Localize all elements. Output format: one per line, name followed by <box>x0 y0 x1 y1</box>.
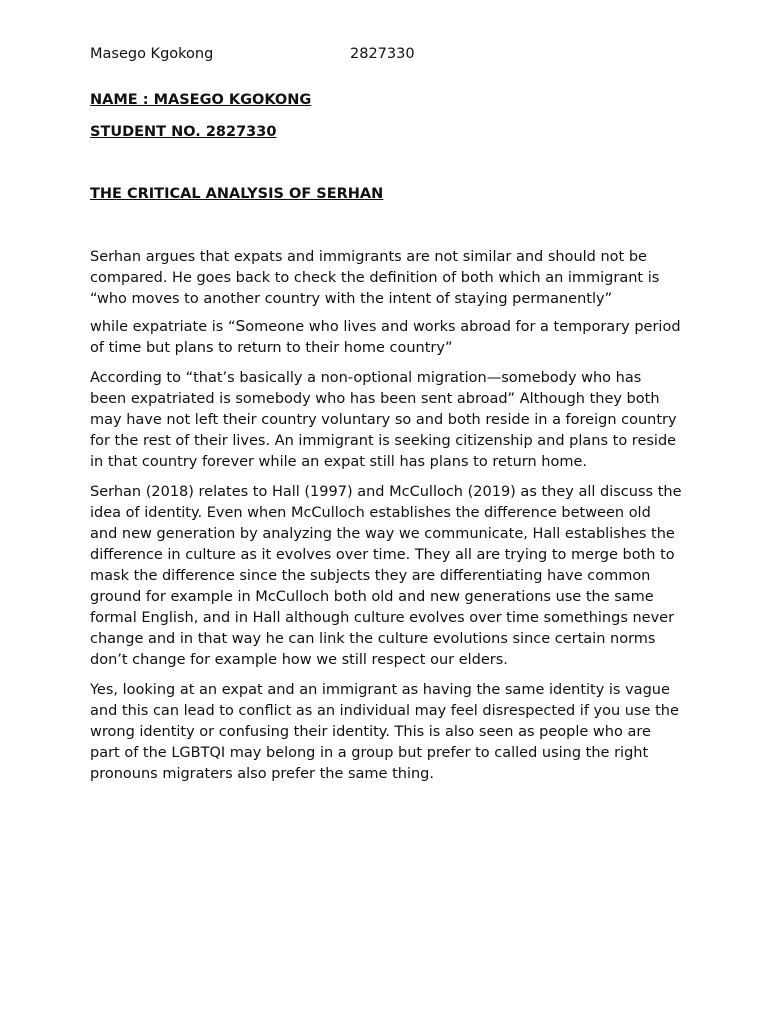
essay-title: THE CRITICAL ANALYSIS OF SERHAN <box>90 186 384 202</box>
document-page <box>90 44 682 785</box>
paragraph-2-capital: S <box>235 317 246 335</box>
document-header <box>90 44 682 65</box>
paragraph-4: Serhan (2018) relates to Hall (1997) and McCulloch (2019) as they all discuss the idea of identity. Even when McCulloch establishes the difference between old and new generation by analyzing the way we communicate, Hall establishes the difference in culture as it evolves over time. They all are trying to merge both to mask the difference since the subjects they are differentiating have common ground for example in McCulloch both old and new generations use the same formal English, and in Hall although culture evolves over time somethings never change and in that way he can link the culture evolutions since certain norms don’t change for example how we still respect our elders. <box>90 484 682 668</box>
paragraph-2 <box>90 316 682 359</box>
student-number-line: STUDENT NO. 2827330 <box>90 124 277 140</box>
paragraph-5: Yes, looking at an expat and an immigrant as having the same identity is vague and this can lead to conflict as an individual may feel disrespected if you use the wrong identity or confusing their identity. This is also seen as people who are part of the LGBTQI may belong in a group but prefer to called using the right pronouns migraters also prefer the same thing. <box>90 682 679 782</box>
student-number: 2827330 <box>350 46 415 62</box>
author-name: Masego Kgokong <box>90 46 214 62</box>
paragraph-3: According to “that’s basically a non-optional migration—somebody who has been expatriated is somebody who has been sent abroad” Although they both may have not left their country voluntary so and both reside in a foreign country for the rest of their lives. An immigrant is seeking citizenship and plans to reside in that country forever while an expat still has plans to return home. <box>90 370 677 470</box>
paragraph-2-rest: omeone who lives and works abroad for a temporary period of time but plans to return to their home country” <box>90 319 681 356</box>
name-line: NAME : MASEGO KGOKONG <box>90 92 312 108</box>
paragraph-2-start: while expatriate is “ <box>90 319 236 335</box>
paragraph-1: Serhan argues that expats and immigrants are not similar and should not be compared. He goes back to check the definition of both which an immigrant is “who moves to another country with the intent of staying permanently” <box>90 249 660 307</box>
